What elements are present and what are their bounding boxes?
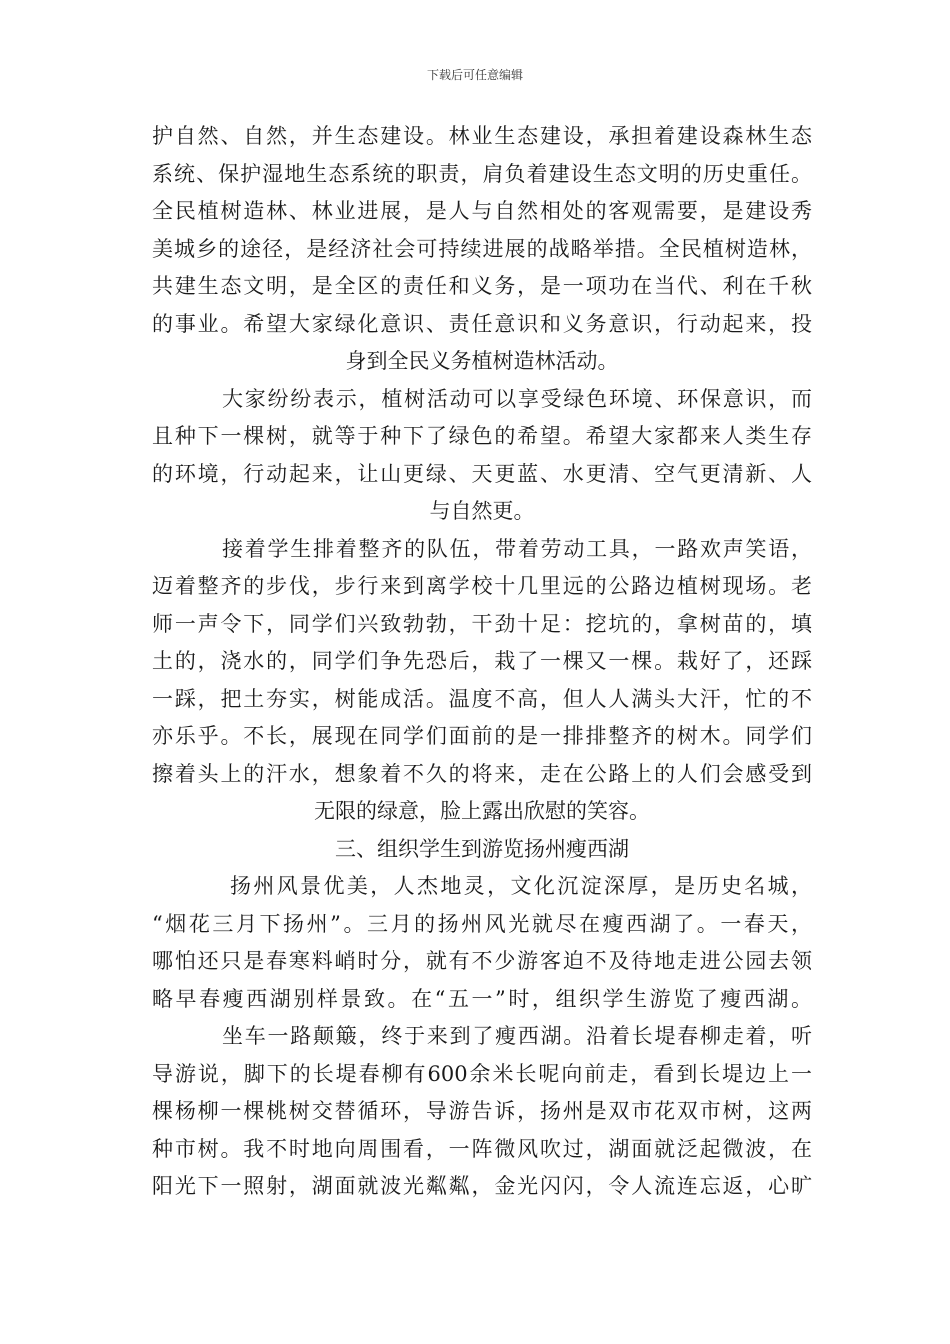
text-line: 种市树。我不时地向周围看，一阵微风吹过，湖面就泛起微波，在 xyxy=(152,1136,812,1161)
text-line: “烟花三月下扬州”。三月的扬州风光就尽在瘦西湖了。一春天， xyxy=(152,911,812,936)
text-line: 擦着头上的汗水，想象着不久的将来，走在公路上的人们会感受到 xyxy=(152,761,812,786)
section-heading: 三、组织学生到游览扬州瘦西湖 xyxy=(335,836,629,861)
text-line: 棵杨柳一棵桃树交替循环，导游告诉，扬州是双市花双市树，这两 xyxy=(152,1099,812,1123)
text-line: 系统、保护湿地生态系统的职责，肩负着建设生态文明的历史重任。 xyxy=(152,161,812,186)
text-line: 护自然、自然，并生态建设。林业生态建设，承担着建设森林生态 xyxy=(152,124,812,148)
text-line: 坐车一路颠簸，终于来到了瘦西湖。沿着长堤春柳走着，听 xyxy=(222,1024,812,1048)
body-text xyxy=(152,118,812,1206)
header-note: 下载后可任意编辑 xyxy=(426,68,523,82)
text-line: 且种下一棵树，就等于种下了绿色的希望。希望大家都来人类生存 xyxy=(152,424,812,448)
text-line: 大家纷纷表示，植树活动可以享受绿色环境、环保意识，而 xyxy=(222,386,812,411)
text-line: 的环境，行动起来，让山更绿、天更蓝、水更清、空气更清新、人 xyxy=(152,461,812,486)
text-line: 美城乡的途径，是经济社会可持续进展的战略举措。全民植树造林， xyxy=(152,236,812,261)
text-line: 哪怕还只是春寒料峭时分，就有不少游客迫不及待地走进公园去领 xyxy=(152,949,812,973)
text-line: 一踩，把土夯实，树能成活。温度不高，但人人满头大汗，忙的不 xyxy=(152,686,812,711)
text-line: 亦乐乎。不长，展现在同学们面前的是一排排整齐的树木。同学们 xyxy=(152,724,812,748)
text-line: 师一声令下，同学们兴致勃勃，干劲十足：挖坑的，拿树苗的，填 xyxy=(152,611,812,636)
text-line: 无限的绿意，脸上露出欣慰的笑容。 xyxy=(314,799,650,823)
text-line: 土的，浇水的，同学们争先恐后，栽了一棵又一棵。栽好了，还踩 xyxy=(152,649,812,673)
text-line: 阳光下一照射，湖面就波光粼粼，金光闪闪，令人流连忘返，心旷 xyxy=(152,1174,812,1198)
text-line: 接着学生排着整齐的队伍，带着劳动工具，一路欢声笑语， xyxy=(222,536,812,561)
text-line: 迈着整齐的步伐，步行来到离学校十几里远的公路边植树现场。老 xyxy=(152,574,812,598)
text-line: 导游说，脚下的长堤春柳有600余米长呢向前走，看到长堤边上一 xyxy=(152,1061,812,1086)
text-line: 的事业。希望大家绿化意识、责任意识和义务意识，行动起来，投 xyxy=(152,311,812,336)
text-line: 扬州风景优美，人杰地灵，文化沉淀深厚，是历史名城， xyxy=(230,874,812,898)
text-line: 与自然更。 xyxy=(429,499,535,523)
text-line: 身到全民义务植树造林活动。 xyxy=(345,349,619,373)
text-line: 全民植树造林、林业进展，是人与自然相处的客观需要，是建设秀 xyxy=(152,199,812,223)
text-line: 略早春瘦西湖别样景致。在“五一”时，组织学生游览了瘦西湖。 xyxy=(152,986,812,1011)
text-line: 共建生态文明，是全区的责任和义务，是一项功在当代、利在千秋 xyxy=(152,274,812,298)
